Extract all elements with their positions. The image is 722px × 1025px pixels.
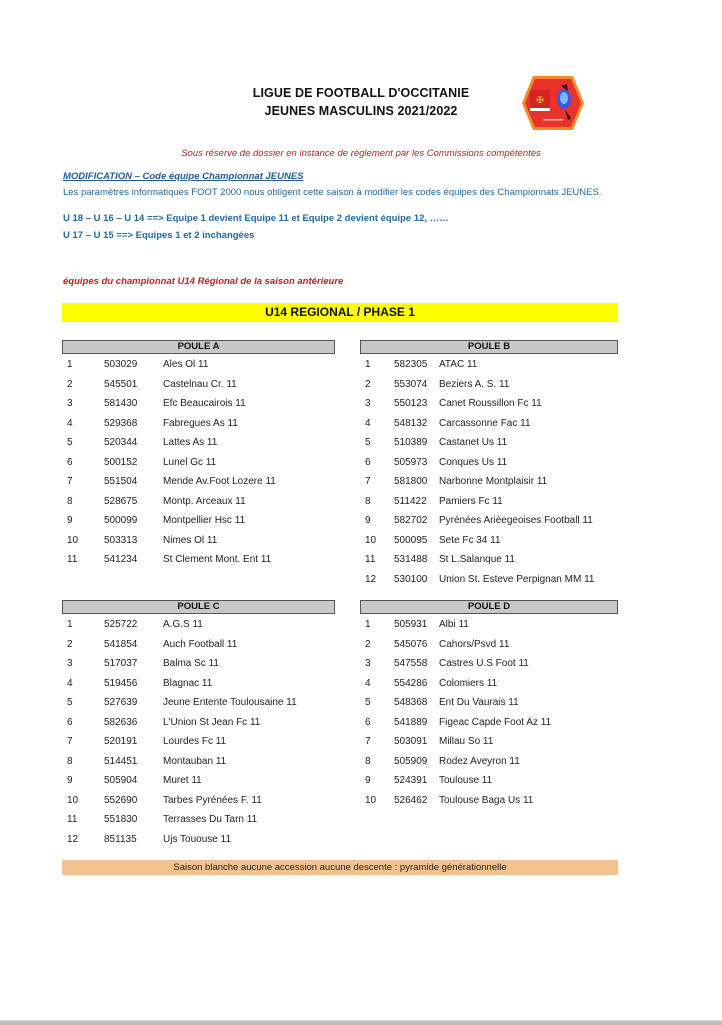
team-rank: 8	[67, 755, 73, 767]
team-code: 514451	[104, 755, 138, 767]
poule-c-header: POULE C	[62, 600, 335, 614]
team-name: Sete Fc 34 11	[439, 534, 501, 546]
team-name: Muret 11	[163, 775, 202, 786]
team-row	[362, 717, 622, 733]
team-name: Terrasses Du Tarn 11	[163, 814, 258, 825]
team-rank: 11	[67, 814, 78, 825]
team-name: Union St. Esteve Perpignan MM 11	[439, 573, 595, 585]
team-code: 545076	[394, 638, 428, 650]
team-name: Castanet Us 11	[439, 437, 508, 448]
team-rank: 1	[365, 359, 371, 370]
team-rank: 4	[67, 677, 73, 689]
team-name: Narbonne Montplaisir 11	[439, 476, 548, 487]
team-row	[362, 515, 622, 531]
team-row	[62, 658, 322, 674]
modification-title: MODIFICATION – Code équipe Championnat JEUNES	[63, 171, 304, 182]
team-rank: 10	[365, 794, 377, 806]
team-code: 503313	[104, 534, 138, 546]
team-name: Nimes Ol 11	[163, 534, 218, 546]
team-name: Colomiers 11	[439, 677, 498, 689]
team-code: 551504	[104, 476, 138, 487]
team-row	[62, 398, 322, 414]
team-code: 510389	[394, 437, 428, 448]
team-name: Tarbes Pyrénées F. 11	[163, 794, 262, 806]
team-rank: 5	[67, 697, 73, 708]
team-code: 524391	[394, 775, 428, 786]
team-rank: 10	[365, 534, 377, 546]
team-name: Conques Us 11	[439, 456, 508, 468]
team-code: 530100	[394, 573, 428, 585]
team-name: Castres U.S Foot 11	[439, 658, 529, 669]
team-code: 581430	[104, 398, 138, 409]
team-row	[362, 756, 622, 772]
team-name: Beziers A. S. 11	[439, 378, 510, 390]
team-name: Montpellier Hsc 11	[163, 515, 246, 526]
team-row	[362, 775, 622, 791]
team-code: 525722	[104, 619, 138, 630]
team-rank: 3	[67, 398, 73, 409]
team-name: Toulouse 11	[439, 775, 493, 786]
team-rank: 5	[365, 697, 371, 708]
team-code: 553074	[394, 378, 428, 390]
team-name: Fabregues As 11	[163, 417, 238, 429]
team-row	[362, 619, 622, 635]
team-name: Toulouse Baga Us 11	[439, 794, 534, 806]
team-row	[62, 359, 322, 375]
team-code: 505931	[394, 619, 428, 630]
team-code: 511422	[394, 495, 427, 507]
team-row	[62, 379, 322, 395]
team-name: Blagnac 11	[163, 677, 213, 689]
team-code: 550123	[394, 398, 428, 409]
team-name: Montauban 11	[163, 755, 227, 767]
team-row	[62, 535, 322, 551]
team-name: Auch Football 11	[163, 638, 238, 650]
team-code: 554286	[394, 677, 428, 689]
team-name: Balma Sc 11	[163, 658, 219, 669]
team-name: ATAC 11	[439, 359, 478, 370]
team-rank: 9	[365, 515, 371, 526]
poule-d-header: POULE D	[360, 600, 618, 614]
team-rank: 3	[365, 658, 371, 669]
team-rank: 3	[67, 658, 73, 669]
team-row	[362, 678, 622, 694]
svg-text:✠: ✠	[536, 96, 544, 106]
team-row	[362, 736, 622, 752]
team-rank: 7	[365, 476, 371, 487]
team-name: St Clement Mont. Ent 11	[163, 554, 272, 565]
rule-u17-u15: U 17 – U 15 ==> Equipes 1 et 2 inchangées	[63, 230, 255, 241]
team-row	[62, 554, 322, 570]
team-rank: 7	[67, 736, 73, 747]
team-row	[362, 437, 622, 453]
team-code: 503029	[104, 359, 138, 370]
team-code: 500095	[394, 534, 428, 546]
team-row	[362, 379, 622, 395]
rule-u18-u16-u14: U 18 – U 16 – U 14 ==> Equipe 1 devient Equipe 11 et Equipe 2 devient équipe 12, ……	[63, 213, 449, 224]
team-rank: 8	[365, 755, 371, 767]
team-code: 582305	[394, 359, 428, 370]
team-code: 505904	[104, 775, 138, 786]
team-rank: 7	[67, 476, 73, 487]
team-code: 552690	[104, 794, 138, 806]
team-row	[62, 437, 322, 453]
team-code: 541234	[104, 554, 138, 565]
team-rank: 4	[67, 417, 73, 429]
document-title: LIGUE DE FOOTBALL D'OCCITANIE	[252, 86, 470, 100]
team-rank: 6	[365, 716, 371, 728]
team-row	[62, 814, 322, 830]
team-name: Rodez Aveyron 11	[439, 755, 520, 767]
team-row	[362, 535, 622, 551]
team-rank: 11	[67, 554, 78, 565]
team-row	[62, 756, 322, 772]
team-row	[362, 574, 622, 590]
modification-text: Les paramètres informatiques FOOT 2000 nous obligent cette saison à modifier les codes équipes des Championnats JEUNES.	[63, 187, 602, 198]
team-name: Mende Av.Foot Lozere 11	[163, 476, 276, 487]
team-rank: 8	[67, 495, 73, 507]
team-row	[362, 398, 622, 414]
season-footer-note: Saison blanche aucune accession aucune descente : pyramide générationnelle	[62, 860, 618, 875]
team-rank: 11	[365, 554, 376, 565]
team-name: Carcassonne Fac 11	[439, 417, 531, 429]
team-row	[62, 639, 322, 655]
team-row	[62, 476, 322, 492]
team-name: Ales Ol 11	[163, 359, 209, 370]
team-name: Ujs Tououse 11	[163, 833, 232, 845]
team-code: 528675	[104, 495, 138, 507]
team-name: Castelnau Cr. 11	[163, 378, 237, 390]
team-code: 520191	[104, 736, 138, 747]
team-code: 500099	[104, 515, 138, 526]
team-name: Jeune Entente Toulousaine 11	[163, 697, 297, 708]
team-row	[62, 515, 322, 531]
team-rank: 3	[365, 398, 371, 409]
team-rank: 2	[365, 638, 371, 650]
poule-a-header: POULE A	[62, 340, 335, 354]
team-code: 503091	[394, 736, 428, 747]
team-row	[362, 639, 622, 655]
team-row	[362, 697, 622, 713]
team-name: Figeac Capde Foot Az 11	[439, 716, 552, 728]
team-rank: 1	[365, 619, 371, 630]
reserve-note: Sous réserve de dossier en instance de règlement par les Commissions compétentes	[181, 148, 541, 159]
team-code: 517037	[104, 658, 138, 669]
team-code: 526462	[394, 794, 428, 806]
team-row	[62, 496, 322, 512]
team-rank: 9	[365, 775, 371, 786]
team-name: Millau So 11	[439, 736, 494, 747]
team-code: 519456	[104, 677, 138, 689]
team-rank: 7	[365, 736, 371, 747]
team-row	[362, 496, 622, 512]
team-name: Montp. Arceaux 11	[163, 495, 246, 507]
previous-season-note: équipes du championnat U14 Régional de la saison antérieure	[63, 276, 344, 287]
team-row	[62, 678, 322, 694]
team-name: Ent Du Vaurais 11	[439, 697, 519, 708]
team-code: 581800	[394, 476, 428, 487]
team-code: 851135	[104, 833, 137, 845]
team-rank: 9	[67, 515, 73, 526]
team-name: Lourdes Fc 11	[163, 736, 227, 747]
team-row	[362, 795, 622, 811]
team-code: 551830	[104, 814, 138, 825]
team-name: Pyrénées Arièegeoises Football 11	[439, 515, 593, 526]
team-row	[362, 418, 622, 434]
team-code: 545501	[104, 378, 138, 390]
team-rank: 2	[365, 378, 371, 390]
viewer-bottom-edge	[0, 1020, 722, 1025]
team-rank: 4	[365, 677, 371, 689]
team-code: 548132	[394, 417, 428, 429]
team-row	[62, 697, 322, 713]
team-code: 520344	[104, 437, 138, 448]
team-rank: 8	[365, 495, 371, 507]
team-row	[362, 554, 622, 570]
team-row	[362, 359, 622, 375]
team-row	[62, 418, 322, 434]
team-rank: 6	[67, 716, 73, 728]
team-rank: 2	[67, 638, 73, 650]
team-code: 527639	[104, 697, 138, 708]
team-name: Pamiers Fc 11	[439, 495, 503, 507]
team-row	[62, 795, 322, 811]
team-code: 582702	[394, 515, 428, 526]
league-logo	[521, 74, 585, 132]
team-name: L'Union St Jean Fc 11	[163, 716, 261, 728]
team-rank: 9	[67, 775, 73, 786]
team-name: Lunel Gc 11	[163, 456, 217, 468]
team-code: 541889	[394, 716, 428, 728]
team-code: 548368	[394, 697, 428, 708]
team-row	[362, 658, 622, 674]
team-row	[362, 476, 622, 492]
team-code: 582636	[104, 716, 138, 728]
team-row	[62, 736, 322, 752]
team-rank: 1	[67, 619, 73, 630]
team-rank: 4	[365, 417, 371, 429]
team-row	[62, 619, 322, 635]
team-rank: 5	[365, 437, 371, 448]
team-name: St L.Salanque 11	[439, 554, 515, 565]
team-code: 505909	[394, 755, 428, 767]
team-name: Lattes As 11	[163, 437, 218, 448]
team-rank: 6	[67, 456, 73, 468]
team-rank: 10	[67, 794, 79, 806]
team-rank: 10	[67, 534, 79, 546]
team-rank: 5	[67, 437, 73, 448]
team-name: Albi 11	[439, 619, 469, 630]
team-row	[62, 457, 322, 473]
team-name: Cahors/Psvd 11	[439, 638, 510, 650]
team-code: 505973	[394, 456, 428, 468]
team-rank: 12	[365, 573, 377, 585]
team-name: Canet Roussillon Fc 11	[439, 398, 542, 409]
competition-banner: U14 REGIONAL / PHASE 1	[62, 303, 618, 322]
team-row	[62, 834, 322, 850]
team-rank: 12	[67, 833, 79, 845]
document-subtitle: JEUNES MASCULINS 2021/2022	[264, 104, 458, 118]
team-code: 500152	[104, 456, 138, 468]
team-code: 547558	[394, 658, 428, 669]
team-row	[62, 717, 322, 733]
team-code: 531488	[394, 554, 428, 565]
team-rank: 6	[365, 456, 371, 468]
team-code: 529368	[104, 417, 138, 429]
team-rank: 2	[67, 378, 73, 390]
team-row	[362, 457, 622, 473]
poule-b-header: POULE B	[360, 340, 618, 354]
team-code: 541854	[104, 638, 138, 650]
team-name: Efc Beaucairois 11	[163, 398, 246, 409]
team-rank: 1	[67, 359, 73, 370]
team-name: A.G.S 11	[163, 619, 203, 630]
team-row	[62, 775, 322, 791]
